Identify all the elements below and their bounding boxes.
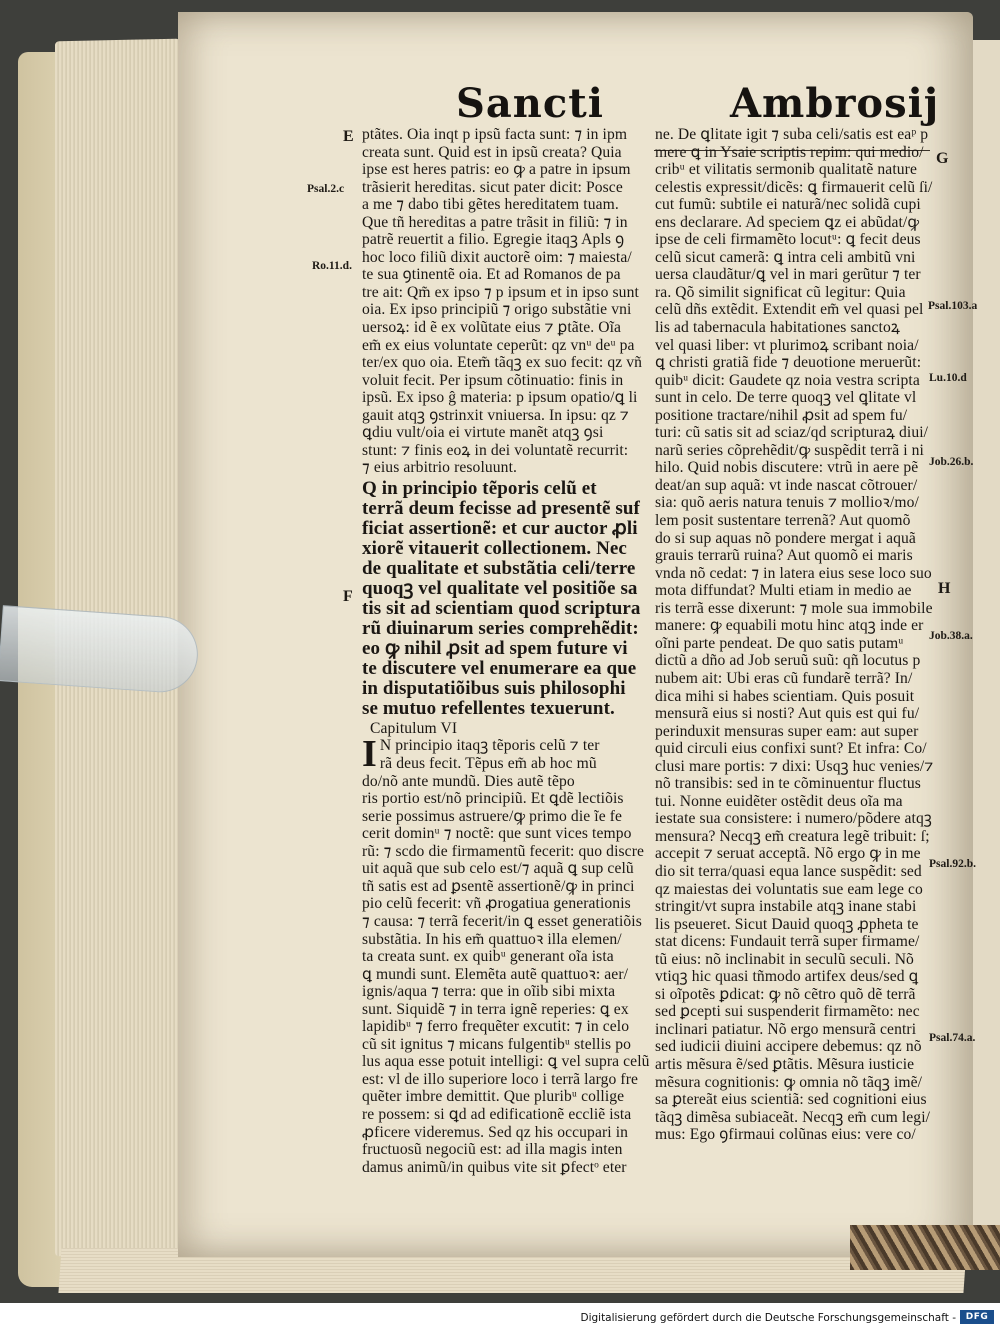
text-line: serie possimus astruere/ꝙ primo die ĩe fe <box>362 807 623 825</box>
text-line: turi: cũ satis sit ad sciaz/qd scripturaꝝ diui/ <box>655 424 929 442</box>
text-line: do/nõ ante mundũ. Dies autẽ tẽpo <box>362 772 575 790</box>
text-line: lis pseueret. Sicut Dauid quoqꝫ ꝓpheta te <box>655 915 919 933</box>
text-line: dictũ a dño ad Job seruũ suũ: qñ locutus p <box>655 652 921 670</box>
text-line: dio sit terra/quasi equa lance suspẽdit: sed <box>655 862 922 880</box>
text-line: vtiqꝫ hic quasi tñmodo artifex deus/sed ꝗ <box>655 968 919 986</box>
text-line: tũ eius: nõ inclinabit in seculũ seculi. Nõ <box>655 950 914 968</box>
dfg-logo: DFG <box>960 1310 994 1324</box>
text-line: vnda nõ cedat: ⁊ in latera eius sese loco suo <box>655 564 932 582</box>
chapter-paragraph <box>362 733 650 1176</box>
text-line: celestis expressit/dicẽs: ꝗ firmauerit celũ ſi/ <box>655 178 933 196</box>
text-line: artis mẽsura ẽ/sed ꝑtãtis. Mẽsura iusticie <box>655 1055 915 1073</box>
text-line: clusi mare portis: ⁊ dixi: Usqꝫ huc venies/⁊ <box>655 757 934 775</box>
text-line: ter/ex quo oia. Etem̃ tãqꝫ ex suo fecit: qz vñ <box>362 354 643 372</box>
running-head-left: Sancti <box>456 80 604 127</box>
text-line: tis sit ad scientiam quod scriptura <box>362 597 641 619</box>
text-line: fructuosũ negociũ est: ad illa magis inten <box>362 1141 623 1159</box>
text-line: accepit ⁊ seruat acceptã. Nõ ergo ꝙ in me <box>655 845 921 863</box>
text-line: grauis terrarũ ruina? Aut quomõ ei maris <box>655 547 913 565</box>
text-line: tui. Nonne euidẽter ostẽdit deus oĩa ma <box>655 792 903 810</box>
text-line: oia. Ex ipso principiũ ⁊ origo substãtie vni <box>362 301 632 319</box>
text-line: celũ sicut camerã: ꝗ intra celi ambitũ vni <box>655 248 916 266</box>
text-line: uit aquã que sub celo est/⁊ aquã ꝗ sup celũ <box>362 860 634 878</box>
text-line: narũ series cõprehẽdit/ꝙ suspẽdit terrã i ni <box>655 441 924 459</box>
text-line: substãtia. In his em̃ quattuoꝛ illa elemen/ <box>362 930 622 948</box>
text-line: ⁊ causa: ⁊ terrã fecerit/in ꝗ esset generatiõis <box>362 912 642 930</box>
text-line: nõ transibis: sed in te cõminuentur fluctus <box>655 775 921 793</box>
text-line: manere: ꝙ equabili motu hinc atqꝫ inde er <box>655 617 924 635</box>
text-line: ipsũ. Ex ipso ĝ materia: p ipsum opatio/ꝗ li <box>362 389 638 407</box>
text-line: trãsierit hereditas. sicut pater dicit: Posce <box>362 178 623 196</box>
text-line: hilo. Quid nobis discutere: vtrũ in aere pẽ <box>655 459 919 477</box>
text-line: cut fumũ: subtile ei naturã/nec solidã cupi <box>655 196 921 214</box>
text-line: N principio itaqꝫ tẽporis celũ ⁊ ter <box>379 737 600 755</box>
text-line: terrã deum fecisse ad presentẽ suf <box>362 497 640 519</box>
text-line: quẽter imbre demittit. Que pluribᵘ collige <box>362 1088 625 1106</box>
text-line: re possem: si ꝗd ad edificationẽ eccliẽ ista <box>362 1105 632 1123</box>
text-line: inclinari patiatur. Nõ ergo mensurã centri <box>655 1020 917 1038</box>
margin-letter-e: E <box>343 128 354 145</box>
text-line: sunt. Siquidẽ ⁊ in terra ignẽ reperies: ꝗ ex <box>362 1000 629 1018</box>
margin-note-psal-2: Psal.2.c <box>307 183 345 195</box>
margin-note-ro-11: Ro.11.d. <box>312 260 352 272</box>
text-line: mensurã eius si nosti? Aut quis est qui fu/ <box>655 705 920 723</box>
text-line: cũ sit ignitus ⁊ micans fulgentibᵘ stellis po <box>362 1035 632 1053</box>
text-line: lapidibᵘ ⁊ ferro frequẽter excutit: ⁊ in celo <box>362 1018 630 1036</box>
text-line: qz maiestas dei voluntatis sue eam lege co <box>655 880 923 898</box>
footer-bar <box>0 1303 1000 1329</box>
text-line: stunt: ⁊ finis eoꝝ in dei voluntatẽ recurrit: <box>362 441 629 459</box>
text-line: ptãtes. Oia inqt p ipsũ facta sunt: ⁊ in ipm <box>362 126 628 143</box>
text-line: lem posit sustentare terrenã? Aut quomõ <box>655 512 911 530</box>
text-line: ne. De ꝗlitate igit ⁊ suba celi/satis est eaᵖ p <box>655 126 929 143</box>
text-line: de qualitate et substãtia celi/terre <box>362 557 636 579</box>
funding-credit: Digitalisierung gefördert durch die Deutsche Forschungsgemeinschaft - <box>580 1312 956 1324</box>
running-head-right: Ambrosij <box>730 80 940 127</box>
text-line: Q in principio tẽporis celũ et <box>362 477 597 499</box>
text-line: lus aqua esse potuit intelligi: ꝗ vel supra celũ <box>362 1053 650 1071</box>
text-line: eo ꝙ nihil ꝓsit ad spem future vi <box>362 637 628 659</box>
text-line: patrẽ reuertit a filio. Egregie itaqꝫ Apls ꝯ <box>362 231 625 249</box>
text-line: mensura? Necqꝫ em̃ creatura legẽ tribuit: ſ; <box>655 827 930 845</box>
text-line: rã deus fecit. Tẽpus em̃ ab hoc mũ <box>379 755 597 773</box>
text-column-right <box>655 126 933 1144</box>
text-line: mere ꝗ in Ysaie scriptis repim: qui medio/ <box>655 143 924 161</box>
text-line: sia: quõ aeris natura tenuis ⁊ mollioꝛ/mo/ <box>655 494 919 512</box>
text-line: positione tractare/nihil ꝓsit ad spem fu/ <box>655 406 908 424</box>
text-line: cerit dominᵘ ⁊ noctẽ: que sunt vices tempo <box>362 825 632 843</box>
text-line: hoc loco filiũ dixit auctorẽ oim: ⁊ maiesta/ <box>362 248 632 266</box>
margin-note-lu-10: Lu.10.d <box>929 372 967 384</box>
text-line: vel quasi liber: vt plurimoꝝ scribant noia/ <box>655 336 919 354</box>
text-line: nubem ait: Ubi eras cũ fundarẽ terrã? In/ <box>655 669 913 687</box>
text-line: gauit atqꝫ ꝯstrinxit vniuersa. In ipsu: qz ⁊ <box>362 406 629 424</box>
paragraph <box>655 126 933 1144</box>
text-line: mus: Ego ꝯfirmaui colũnas eius: vere co/ <box>655 1126 916 1144</box>
text-line: uersoꝝ: id ẽ ex volũtate eius ⁊ ꝑtãte. Oĩa <box>362 319 622 337</box>
text-line: mota diffundat? Multi etiam in medio ae <box>655 582 912 600</box>
text-line: ignis/aqua ⁊ terra: que in oĩib sibi mixta <box>362 983 616 1001</box>
paragraph <box>362 126 643 477</box>
text-line: stat dicens: Fundauit terrã super firmame/ <box>655 933 920 951</box>
bookmark-ribbon <box>850 1225 1000 1270</box>
text-line: quoqꝫ vel qualitate vel positiõe sa <box>362 577 638 599</box>
margin-note-psal-74: Psal.74.a. <box>929 1032 976 1044</box>
initial-capital: I <box>362 733 377 776</box>
text-line: celũ dñs extẽdit. Extendit em̃ vel quasi pel <box>655 301 924 319</box>
text-line: stringit/vt supra instabile atqꝫ inane stabi <box>655 898 917 916</box>
text-line: ꝗdiu vult/oia ei virtute manẽt atqꝫ ꝯsi <box>362 424 604 442</box>
chapter-heading: Capitulum VI <box>370 719 458 737</box>
margin-note-job-38: Job.38.a. <box>929 630 973 642</box>
text-line: tãqꝫ dimẽsa subiaceãt. Necqꝫ em̃ cum legi/ <box>655 1108 931 1126</box>
text-line: sa ꝑtereãt eius scientiã: sed cognitioni eius <box>655 1091 927 1109</box>
margin-letter-f: F <box>343 588 353 605</box>
text-line: ꝗ mundi sunt. Elemẽta autẽ quattuoꝛ: aer/ <box>362 965 629 983</box>
text-line: mẽsura cognitionis: ꝙ omnia nõ tãqꝫ imẽ/ <box>655 1073 923 1091</box>
text-line: sed iudicii diuini accipere debemus: qz nõ <box>655 1038 922 1056</box>
text-line: rũ: ⁊ scdo die firmamentũ fecerit: quo discre <box>362 842 645 860</box>
text-line: ra. Qõ similit significat cũ legitur: Quia <box>655 283 906 301</box>
text-line: pio celũ fecerit: vñ ꝓrogatiua generationis <box>362 895 631 913</box>
text-line: rũ diuinarum series comprehẽdit: <box>362 617 639 639</box>
text-line: est: vl de illo superiore loco i terrã largo fre <box>362 1070 639 1088</box>
text-line: iestate sua consistere: i numero/põdere atqꝫ <box>655 810 932 828</box>
text-line: do si sup aquas nõ pondere mergat i aquã <box>655 529 916 547</box>
text-column-left <box>362 126 650 1176</box>
text-line: voluit fecit. Per ipsum cõtinuatio: finis in <box>362 371 624 389</box>
text-line: cribᵘ et vilitatis sermonib qualitatẽ nature <box>655 161 917 179</box>
text-line: se mutuo refellentes texuerunt. <box>362 697 615 719</box>
text-line: quibᵘ dicit: Gaudete qz noia vestra scripta <box>655 371 920 389</box>
text-line: dica mihi si habes scientiam. Quis posuit <box>655 687 915 705</box>
text-line: perinduxit mensuras super eam: aut super <box>655 722 919 740</box>
margin-note-psal-103: Psal.103.a <box>928 300 978 312</box>
text-line: quid circuli eius confixi sunt? Et infra: Co/ <box>655 740 927 758</box>
text-line: oĩni parte pendeat. De quo satis putamᵘ <box>655 634 904 652</box>
text-line: ris terrã esse dixerunt: ⁊ mole sua immobile <box>655 599 933 617</box>
text-line: ipse de celi firmamẽto locutᵘ: ꝗ fecit deus <box>655 231 921 249</box>
margin-note-job-26: Job.26.b. <box>929 456 974 468</box>
page-tab-marker <box>0 605 200 695</box>
text-line: si oĩpotẽs ꝑdicat: ꝙ nõ cẽtro quõ dẽ terrã <box>655 985 916 1003</box>
text-line: tñ satis est ad ꝑsentẽ assertionẽ/ꝙ in princi <box>362 877 635 895</box>
chapter-summary <box>362 479 640 719</box>
margin-letter-h: H <box>938 580 951 597</box>
text-line: ꝓficere videremus. Sed qz his occupari in <box>362 1123 629 1141</box>
text-line: ta creata sunt. ex quibᵘ generant oĩa ista <box>362 948 614 966</box>
text-line: lis ad tabernacula habitationes sanctoꝝ <box>655 319 900 337</box>
text-line: a me ⁊ dabo tibi gẽtes hereditatem tuam. <box>362 196 619 214</box>
text-line: em̃ ex eius voluntate ceperũt: qz vnᵘ deᵘ pa <box>362 336 635 354</box>
text-line: ficiat assertionẽ: et cur auctor ꝓli <box>362 517 638 539</box>
text-line: sunt in celo. De terre quoqꝫ vel ꝗlitate vl <box>655 389 917 407</box>
text-line: sed ꝑcepti sui suspenderit firmamẽto: nec <box>655 1003 920 1021</box>
text-line: tre ait: Qm̃ ex ipso ⁊ p ipsum et in ipso sunt <box>362 283 639 301</box>
text-line: ens declarare. Ad speciem ꝗz ei abũdat/ꝙ <box>655 213 920 231</box>
text-line: creata sunt. Quid est in ipsũ creata? Quia <box>362 143 622 161</box>
text-line: ꝗ christi gratiã fide ⁊ deuotione meruerũt: <box>655 354 922 372</box>
margin-note-psal-92: Psal.92.b. <box>929 858 976 870</box>
text-line: ipse est heres patris: eo ꝙ a patre in ipsum <box>362 161 631 179</box>
text-line: Que tñ hereditas a patre trãsit in filiũ: ⁊ in <box>362 213 628 231</box>
text-line: ⁊ eius arbitrio resoluunt. <box>362 459 517 477</box>
text-line: damus animũ/in quibus vite sit ꝑfectᵒ eter <box>362 1158 627 1176</box>
text-line: deat/an sup aquã: vt inde nascat cõtrouer/ <box>655 476 918 494</box>
text-line: xiorẽ vitauerit collectionem. Nec <box>362 537 627 559</box>
text-line: uersa claudãtur/ꝗ vel in mari gerũtur ⁊ ter <box>655 266 921 284</box>
show-through-text <box>290 78 302 118</box>
text-line: te discutere vel enumerare ea que <box>362 657 637 679</box>
text-line: in disputatiõibus suis philosophi <box>362 677 626 699</box>
text-line: ris portio est/nõ principiũ. Et ꝗdẽ lectiõis <box>362 790 624 808</box>
text-line: te sua ꝯtinentẽ oia. Et ad Romanos de pa <box>362 266 621 284</box>
margin-letter-g: G <box>936 150 949 167</box>
